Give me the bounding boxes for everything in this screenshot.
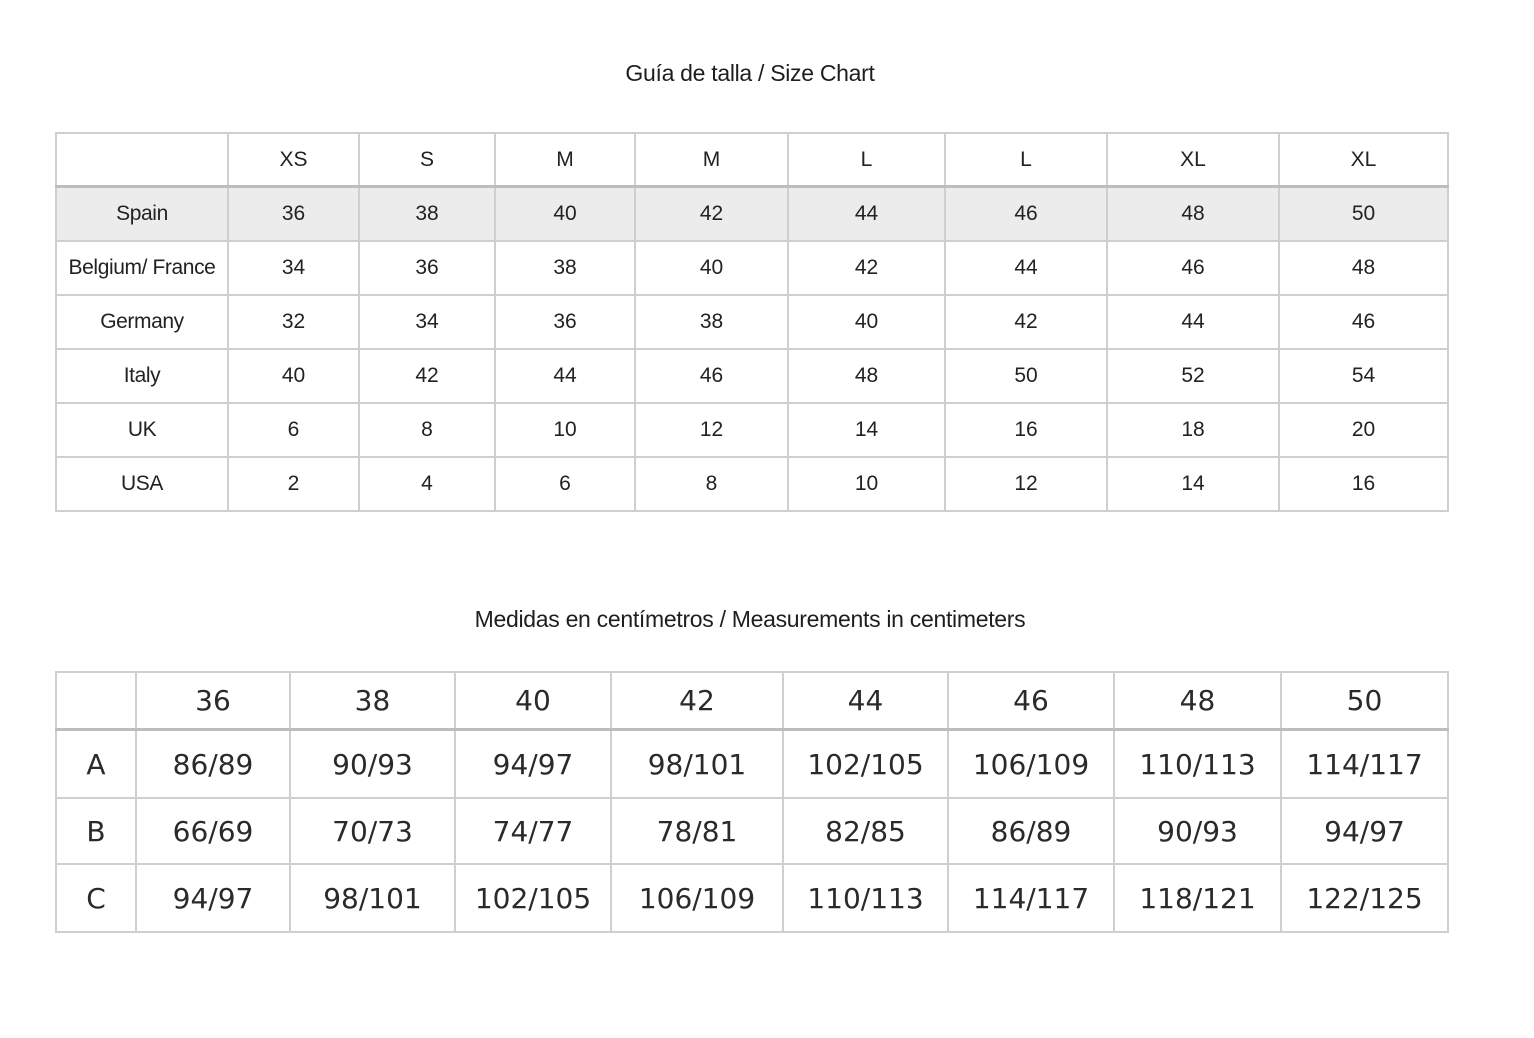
table-row [56,295,1448,349]
table-row [56,403,1448,457]
table-cell: 50 [1279,187,1448,242]
table-cell: 94/97 [136,864,290,932]
table-cell: 40 [228,349,359,403]
table-cell: 10 [788,457,945,511]
header-cell: M [495,133,635,187]
table-row [56,457,1448,511]
size-chart-header-row [56,133,1448,187]
table-cell: 46 [945,187,1107,242]
measurements-header-row [56,672,1448,730]
table-cell: 36 [228,187,359,242]
table-cell: 18 [1107,403,1279,457]
table-cell: 86/89 [948,798,1114,864]
table-cell: 38 [635,295,788,349]
table-cell: 44 [1107,295,1279,349]
table-cell: 40 [788,295,945,349]
table-cell: 52 [1107,349,1279,403]
table-cell: 16 [1279,457,1448,511]
header-cell [56,133,228,187]
table-cell: 44 [945,241,1107,295]
table-cell: 38 [359,187,495,242]
table-cell: 44 [495,349,635,403]
table-cell: 14 [1107,457,1279,511]
table-cell: 12 [945,457,1107,511]
table-row [56,241,1448,295]
row-label: USA [56,457,228,511]
table-cell: 98/101 [290,864,455,932]
table-cell: 16 [945,403,1107,457]
row-label: Germany [56,295,228,349]
table-cell: 42 [359,349,495,403]
row-label: C [56,864,136,932]
table-cell: 46 [1107,241,1279,295]
table-cell: 78/81 [611,798,783,864]
row-label: Italy [56,349,228,403]
header-cell: 50 [1281,672,1448,730]
table-cell: 44 [788,187,945,242]
table-cell: 42 [788,241,945,295]
table-cell: 54 [1279,349,1448,403]
table-cell: 94/97 [1281,798,1448,864]
table-cell: 12 [635,403,788,457]
table-cell: 6 [495,457,635,511]
table-cell: 42 [945,295,1107,349]
header-cell: 42 [611,672,783,730]
table-cell: 102/105 [783,730,948,799]
header-cell: 36 [136,672,290,730]
table-cell: 40 [635,241,788,295]
measurements-title: Medidas en centímetros / Measurements in centimeters [474,606,1026,632]
table-cell: 8 [635,457,788,511]
table-cell: 46 [635,349,788,403]
table-cell: 46 [1279,295,1448,349]
header-cell: L [945,133,1107,187]
table-cell: 32 [228,295,359,349]
table-row [56,349,1448,403]
row-label: UK [56,403,228,457]
header-cell: XL [1279,133,1448,187]
table-cell: 4 [359,457,495,511]
table-cell: 14 [788,403,945,457]
header-cell: XS [228,133,359,187]
table-cell: 90/93 [290,730,455,799]
table-cell: 36 [495,295,635,349]
measurements-table [55,671,1449,933]
header-cell: 40 [455,672,611,730]
table-cell: 42 [635,187,788,242]
header-cell: L [788,133,945,187]
header-cell: XL [1107,133,1279,187]
table-cell: 38 [495,241,635,295]
table-cell: 102/105 [455,864,611,932]
table-cell: 8 [359,403,495,457]
table-cell: 114/117 [1281,730,1448,799]
table-cell: 98/101 [611,730,783,799]
table-cell: 106/109 [948,730,1114,799]
table-cell: 90/93 [1114,798,1281,864]
header-cell: 44 [783,672,948,730]
table-cell: 66/69 [136,798,290,864]
table-cell: 50 [945,349,1107,403]
table-row [56,187,1448,242]
table-cell: 10 [495,403,635,457]
table-cell: 48 [1107,187,1279,242]
size-chart-title: Guía de talla / Size Chart [625,60,875,86]
table-cell: 122/125 [1281,864,1448,932]
table-cell: 110/113 [1114,730,1281,799]
table-cell: 34 [228,241,359,295]
row-label: B [56,798,136,864]
table-cell: 48 [1279,241,1448,295]
row-label: Belgium/ France [56,241,228,295]
header-cell: M [635,133,788,187]
table-row [56,864,1448,932]
table-cell: 6 [228,403,359,457]
table-cell: 94/97 [455,730,611,799]
table-cell: 106/109 [611,864,783,932]
table-cell: 70/73 [290,798,455,864]
header-cell: 38 [290,672,455,730]
table-cell: 20 [1279,403,1448,457]
size-chart-table [55,132,1449,512]
header-cell [56,672,136,730]
table-cell: 74/77 [455,798,611,864]
table-cell: 110/113 [783,864,948,932]
table-cell: 34 [359,295,495,349]
table-cell: 114/117 [948,864,1114,932]
table-cell: 48 [788,349,945,403]
row-label: A [56,730,136,799]
table-row [56,730,1448,799]
table-cell: 86/89 [136,730,290,799]
table-cell: 36 [359,241,495,295]
row-label: Spain [56,187,228,242]
header-cell: 48 [1114,672,1281,730]
table-cell: 82/85 [783,798,948,864]
header-cell: S [359,133,495,187]
header-cell: 46 [948,672,1114,730]
table-cell: 40 [495,187,635,242]
table-row [56,798,1448,864]
table-cell: 2 [228,457,359,511]
table-cell: 118/121 [1114,864,1281,932]
